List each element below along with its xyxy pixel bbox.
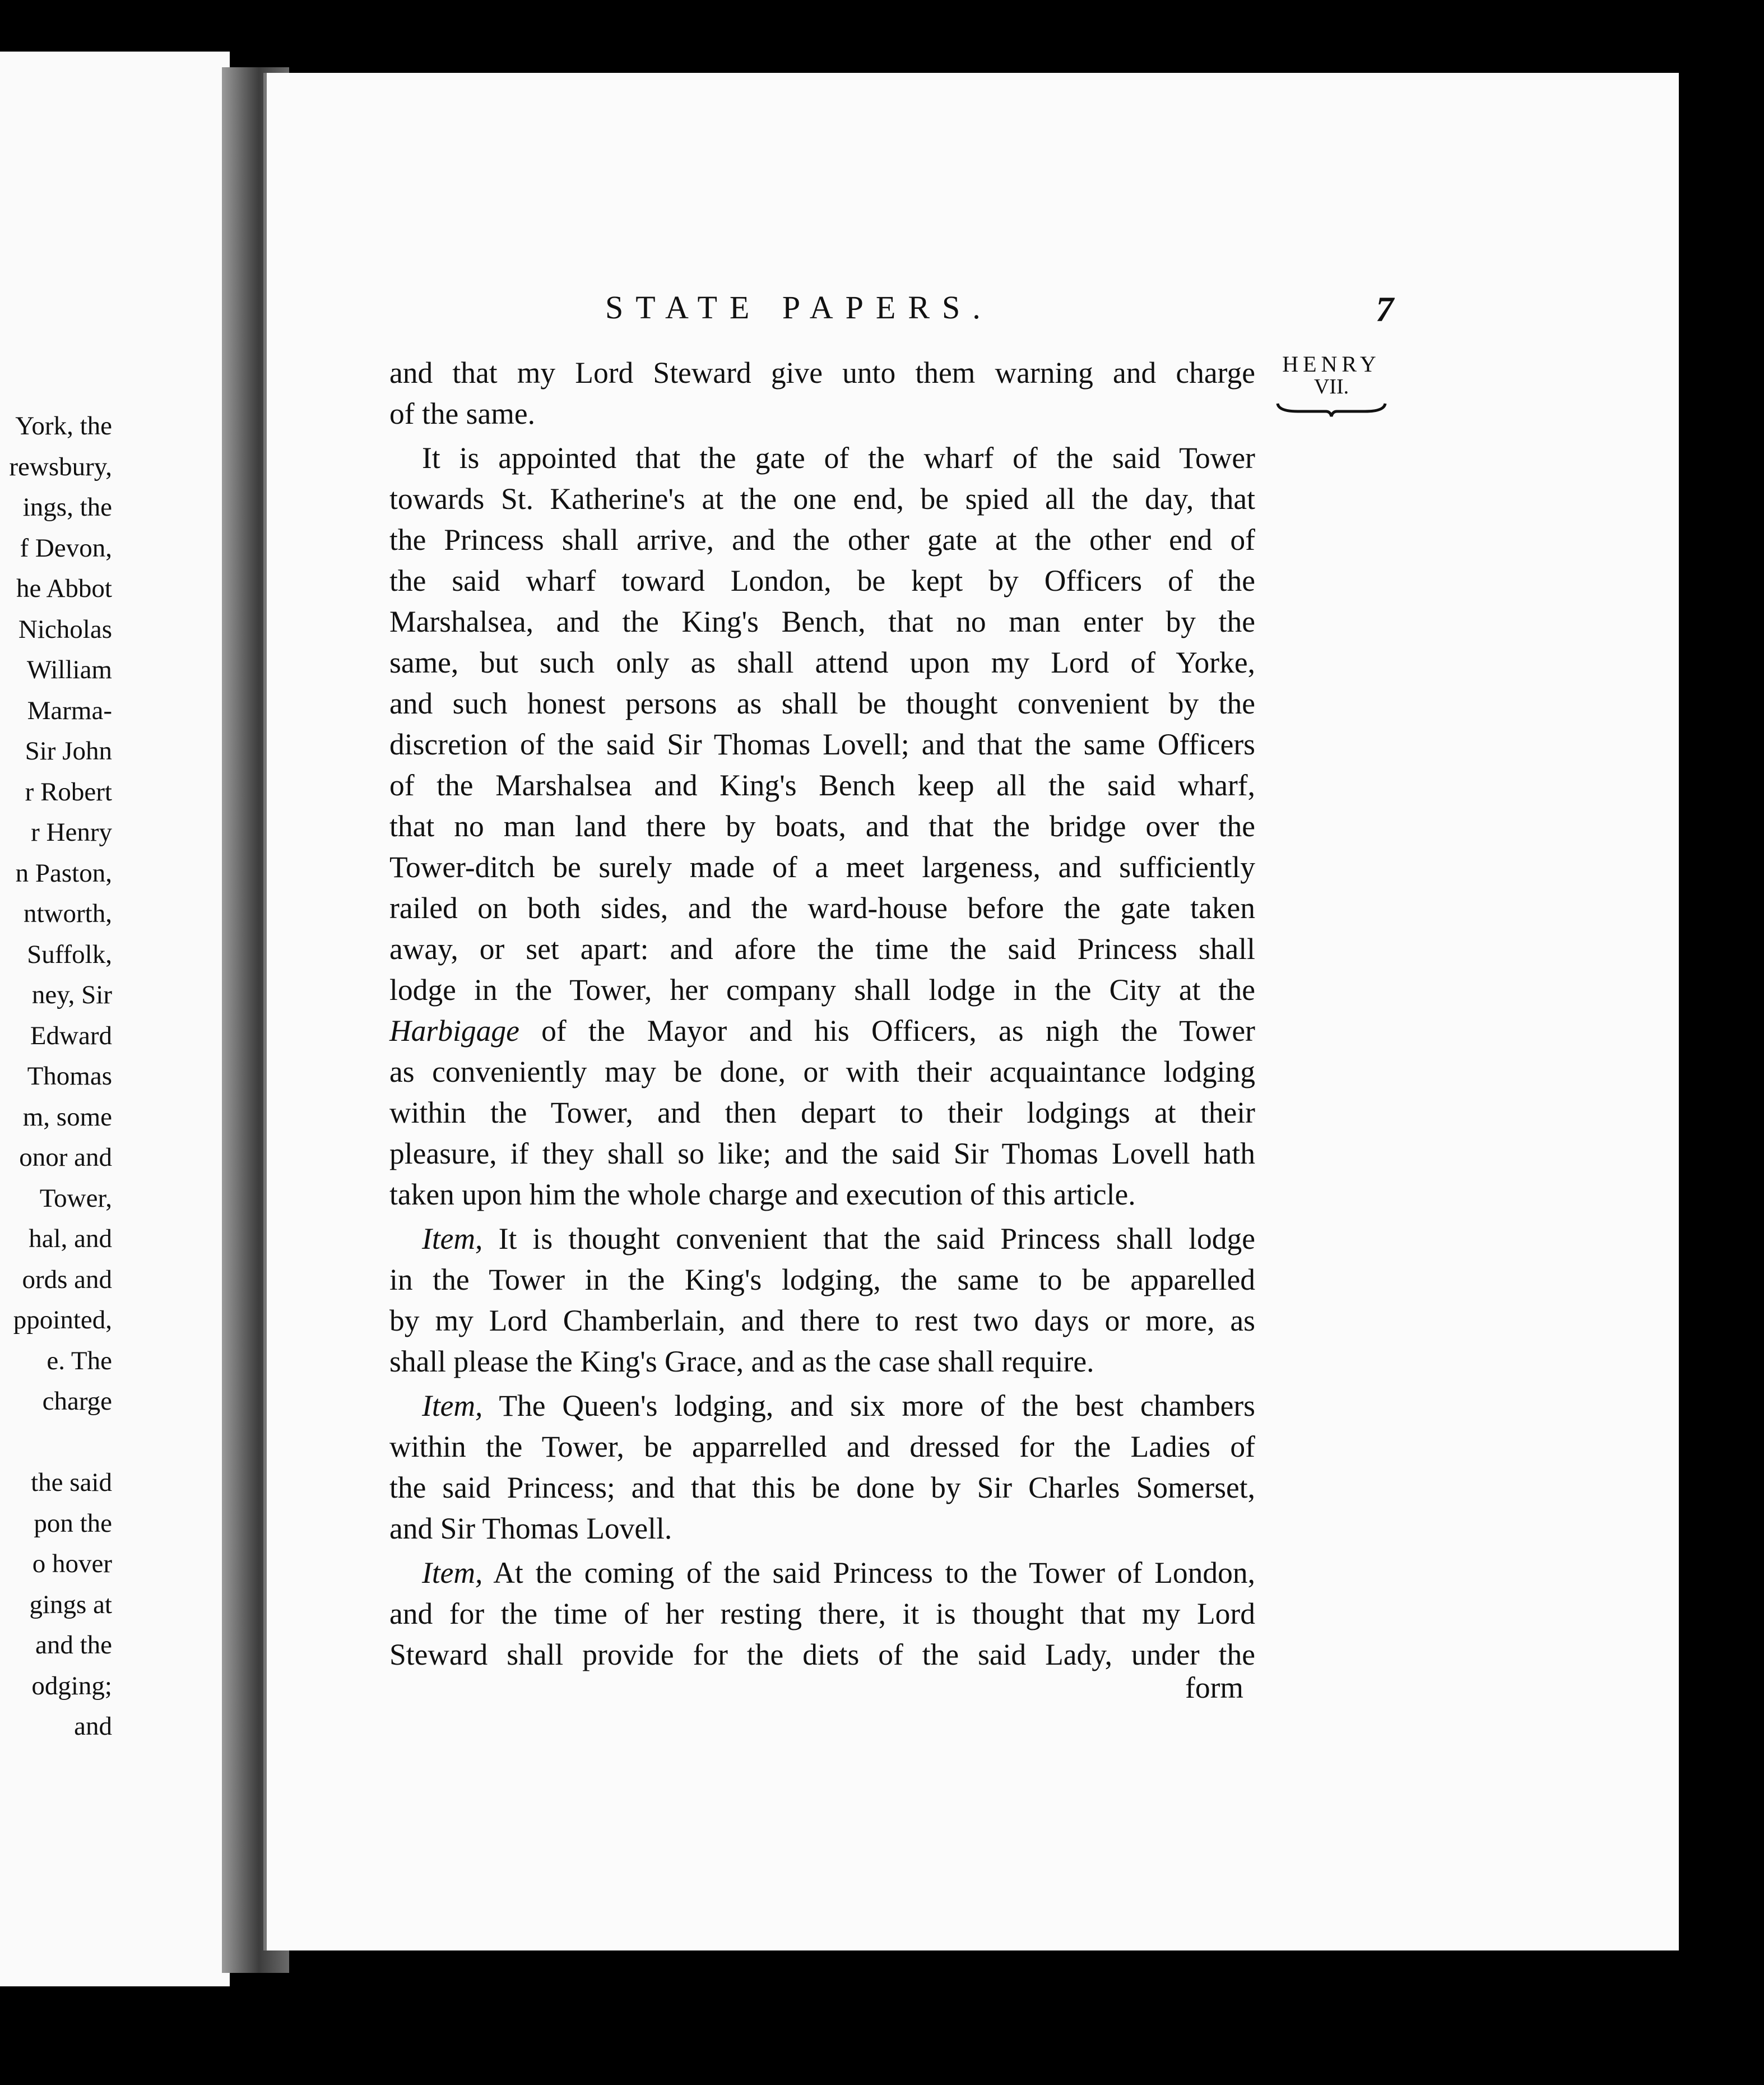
text-line: as conveniently may be done, or with their acquaintance lodging [389, 1055, 1255, 1088]
italic-word: Item, [422, 1389, 483, 1423]
facing-line: ppointed, [13, 1305, 112, 1335]
text-line: lodge in the Tower, her company shall lodge in the City at the [389, 973, 1255, 1007]
facing-line: Tower, [39, 1183, 112, 1213]
text-line: taken upon him the whole charge and execution of this article. [389, 1178, 1136, 1211]
side-note [1272, 353, 1391, 418]
facing-line: York, the [15, 411, 112, 441]
facing-line: r Henry [31, 818, 112, 847]
facing-line: o hover [32, 1549, 112, 1578]
text-line: in the Tower in the King's lodging, the same to be apparelled [389, 1263, 1255, 1296]
facing-line: ings, the [22, 493, 112, 522]
facing-line: Marma- [27, 696, 112, 725]
facing-line: r Robert [25, 777, 112, 807]
facing-line: he Abbot [16, 574, 112, 603]
facing-line: odging; [31, 1671, 112, 1701]
facing-line: Suffolk, [27, 939, 112, 969]
text-line: and Sir Thomas Lovell. [389, 1512, 672, 1545]
catchword: form [1185, 1671, 1243, 1704]
facing-line: Sir John [25, 736, 112, 766]
paragraph-start-line: Item, The Queen's lodging, and six more of the best chambers [422, 1389, 1255, 1423]
body-text [389, 353, 1255, 1675]
text-line: the said wharf toward London, be kept by Officers of the [389, 564, 1255, 597]
facing-line: and the [35, 1630, 112, 1660]
facing-line: e. The [47, 1346, 112, 1375]
facing-line: f Devon, [20, 533, 112, 563]
text-line: within the Tower, and then depart to their lodgings at their [389, 1096, 1255, 1129]
text-line: the Princess shall arrive, and the other gate at the other end of [389, 523, 1255, 557]
page-number: 7 [1376, 289, 1394, 329]
facing-line: the said [31, 1468, 112, 1497]
facing-line: gings at [29, 1590, 112, 1619]
text-line: Tower-ditch be surely made of a meet largeness, and sufficiently [389, 850, 1255, 884]
facing-line [0, 1422, 112, 1463]
paragraph-start-line: It is appointed that the gate of the wharf of the said Tower [422, 441, 1255, 475]
text-line: away, or set apart: and afore the time the said Princess shall [389, 932, 1255, 966]
facing-line: rewsbury, [9, 452, 112, 481]
text-line: railed on both sides, and the ward-house before the gate taken [389, 891, 1255, 925]
text-line: that no man land there by boats, and that the bridge over the [389, 809, 1255, 843]
facing-line: hal, and [29, 1224, 112, 1253]
text-line: pleasure, if they shall so like; and the said Sir Thomas Lovell hath [389, 1137, 1255, 1170]
text-line: by my Lord Chamberlain, and there to rest two days or more, as [389, 1304, 1255, 1337]
italic-word: Harbigage [389, 1014, 519, 1048]
facing-page [0, 52, 230, 1986]
facing-line: Edward [30, 1021, 112, 1050]
text-line: the said Princess; and that this be done by Sir Charles Somerset, [389, 1471, 1255, 1504]
text-line: discretion of the said Sir Thomas Lovell; and that the same Officers [389, 728, 1255, 761]
text-line: Harbigage of the Mayor and his Officers, as nigh the Tower [389, 1014, 1255, 1048]
facing-line: m, some [22, 1102, 112, 1132]
text-line: shall please the King's Grace, and as the case shall require. [389, 1345, 1094, 1378]
facing-line: n Paston, [15, 858, 112, 888]
facing-line: onor and [19, 1143, 112, 1172]
text-line: towards St. Katherine's at the one end, be spied all the day, that [389, 482, 1255, 516]
side-note-line1: HENRY [1282, 351, 1381, 377]
side-note-line2: VII. [1313, 375, 1349, 399]
text-line: of the same. [389, 397, 535, 430]
text-line: same, but such only as shall attend upon my Lord of Yorke, [389, 646, 1255, 679]
text-line: and such honest persons as shall be thought convenient by the [389, 687, 1255, 720]
facing-line: ntworth, [24, 899, 112, 928]
text-line: and for the time of her resting there, it is thought that my Lord [389, 1597, 1255, 1630]
text-line: Steward shall provide for the diets of the said Lady, under the [389, 1638, 1255, 1671]
brace-icon [1275, 401, 1387, 418]
text-line: and that my Lord Steward give unto them warning and charge [389, 356, 1255, 390]
facing-line: William [26, 655, 112, 684]
facing-line: ords and [22, 1264, 112, 1294]
paragraph-start-line: Item, It is thought convenient that the said Princess shall lodge [422, 1222, 1255, 1255]
italic-word: Item, [422, 1222, 483, 1255]
text-line: Marshalsea, and the King's Bench, that no man enter by the [389, 605, 1255, 638]
facing-line: and [74, 1712, 112, 1741]
text-line: within the Tower, be apparrelled and dressed for the Ladies of [389, 1430, 1255, 1463]
facing-line: ney, Sir [31, 980, 112, 1009]
facing-line: Thomas [27, 1062, 112, 1091]
facing-line: pon the [34, 1508, 112, 1538]
paragraph-start-line: Item, At the coming of the said Princess to the Tower of London, [422, 1556, 1255, 1590]
running-head: STATE PAPERS. [605, 289, 993, 326]
facing-line: Nicholas [18, 614, 112, 644]
italic-word: Item, [422, 1556, 483, 1590]
facing-line: charge [42, 1387, 112, 1416]
text-line: of the Marshalsea and King's Bench keep all the said wharf, [389, 768, 1255, 802]
facing-page-text [0, 406, 112, 1747]
